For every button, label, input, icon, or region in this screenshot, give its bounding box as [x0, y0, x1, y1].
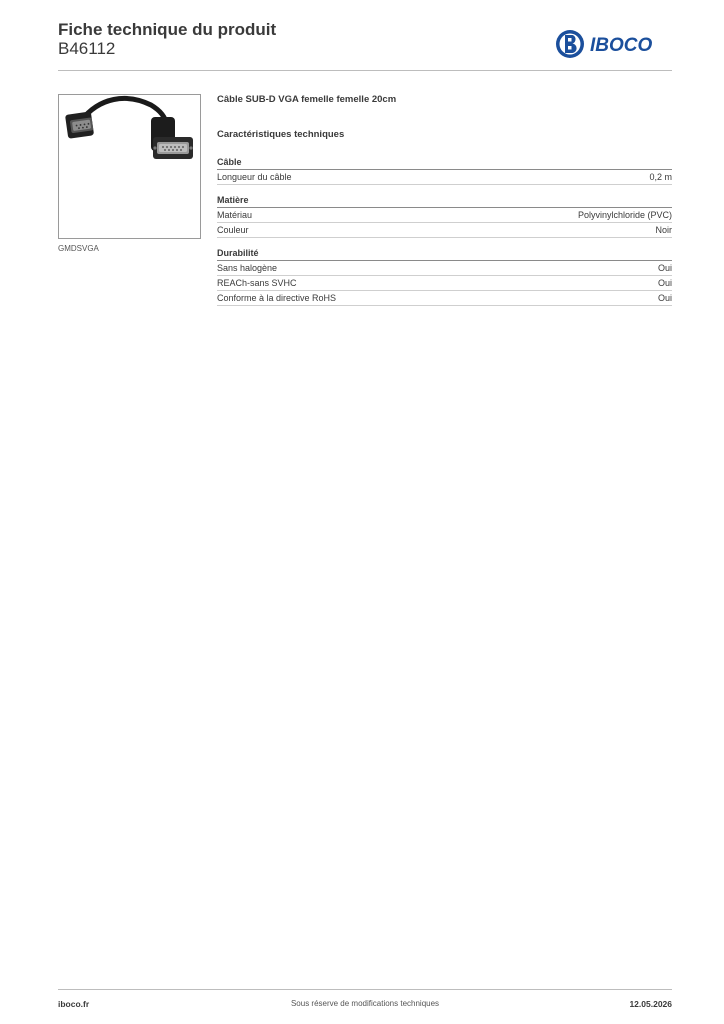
logo-text: IBOCO [590, 35, 653, 56]
spec-label: REACh-sans SVHC [217, 278, 297, 288]
page-header [58, 20, 672, 71]
section-title: Câble [217, 155, 672, 170]
spec-value: Noir [655, 225, 672, 235]
product-code: B46112 [58, 39, 116, 58]
spec-value: Oui [657, 278, 672, 288]
product-image [58, 94, 201, 239]
vga-cable-image [59, 95, 200, 238]
spec-label: Sans halogène [217, 263, 278, 273]
spec-value: Oui [657, 263, 672, 273]
spec-label: Couleur [217, 225, 249, 235]
spec-row [217, 261, 672, 276]
spec-row [217, 276, 672, 291]
image-caption: GMDSVGA [58, 244, 99, 253]
section-title: Durabilité [217, 246, 672, 261]
spec-label: Conforme à la directive RoHS [217, 293, 337, 303]
page-footer [58, 989, 672, 1014]
spec-value: Oui [657, 293, 672, 303]
section-matiere [217, 193, 672, 238]
spec-value: Polyvinylchloride (PVC) [577, 210, 672, 220]
footer-website-link[interactable]: iboco.fr [58, 999, 90, 1009]
spec-row [217, 170, 672, 185]
section-title: Matière [217, 193, 672, 208]
page-title: Fiche technique du produit [58, 20, 277, 39]
section-durabilite [217, 246, 672, 306]
spec-row [217, 208, 672, 223]
spec-label: Matériau [217, 210, 253, 220]
iboco-logo [554, 28, 672, 60]
footer-date: 12.05.2026 [629, 999, 672, 1009]
specs-heading: Caractéristiques techniques [217, 129, 345, 140]
spec-label: Longueur du câble [217, 172, 292, 182]
product-title: Câble SUB-D VGA femelle femelle 20cm [217, 94, 397, 105]
footer-note: Sous réserve de modifications techniques [290, 999, 440, 1008]
section-cable [217, 155, 672, 185]
spec-row [217, 223, 672, 238]
spec-value: 0,2 m [649, 172, 672, 182]
spec-row [217, 291, 672, 306]
